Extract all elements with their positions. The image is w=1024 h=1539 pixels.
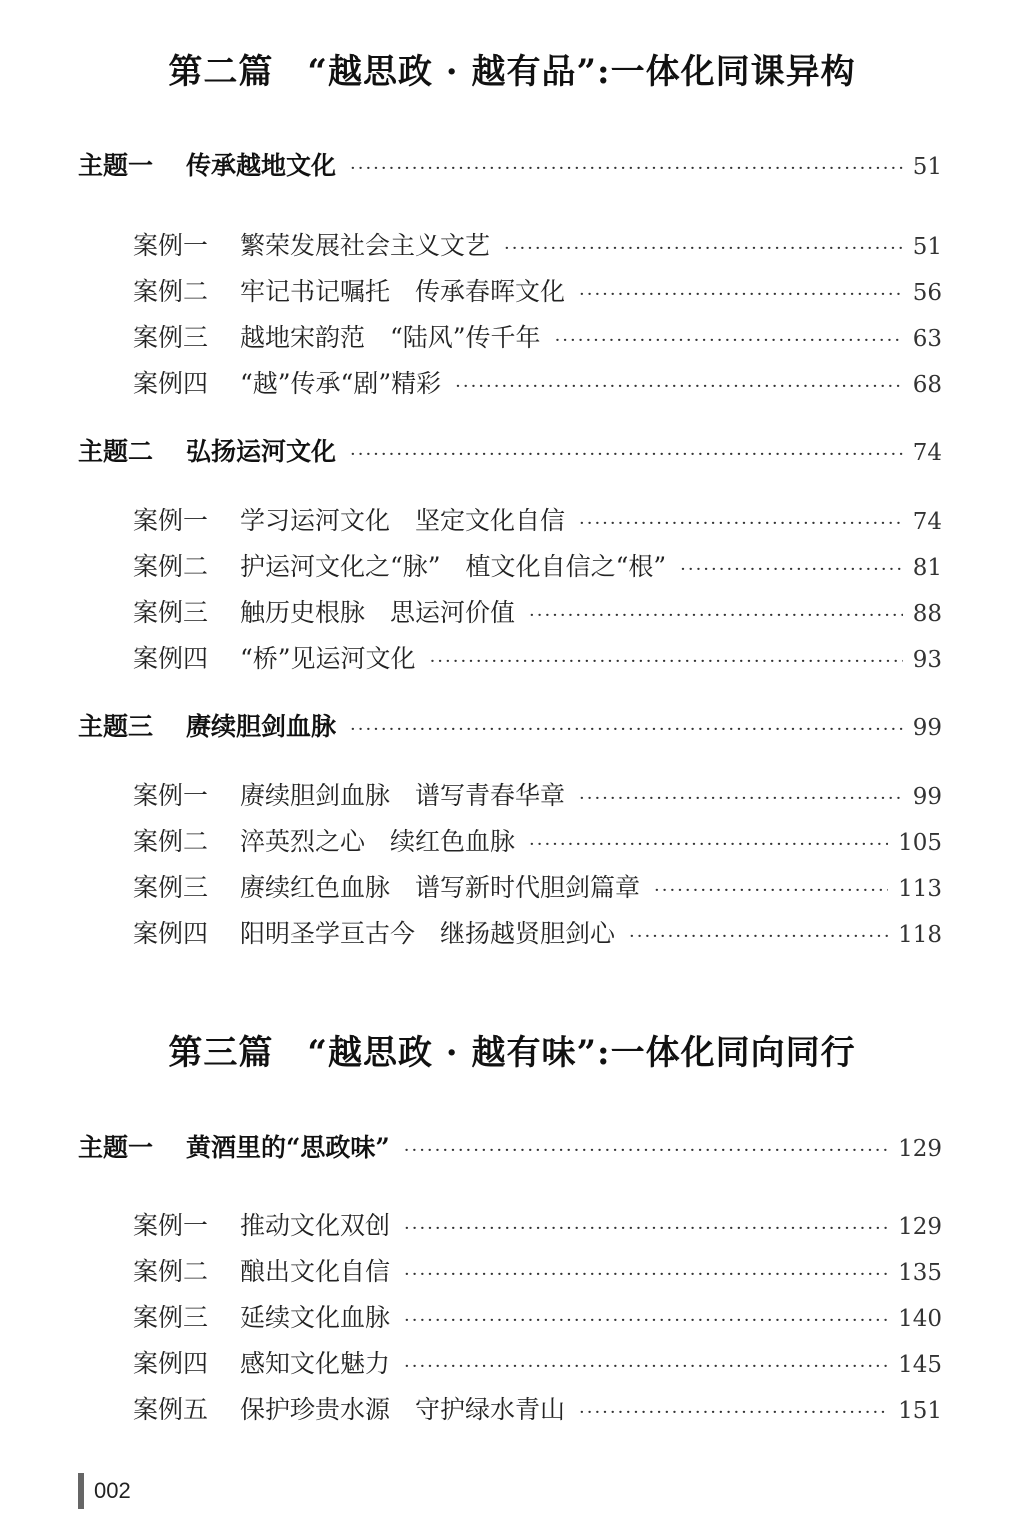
- page-number: 81: [912, 555, 942, 581]
- page-number: 99: [912, 715, 942, 741]
- case-label: 案例四: [133, 369, 209, 398]
- leader-dots: [629, 926, 888, 947]
- case-label: 案例一: [133, 506, 209, 535]
- leader-dots: [404, 1264, 888, 1285]
- case-title: 酿出文化自信: [240, 1257, 391, 1286]
- leader-dots: [579, 513, 903, 534]
- part-title: [0, 44, 1024, 93]
- case-entry[interactable]: [133, 1298, 942, 1334]
- page-number: 129: [898, 1214, 942, 1240]
- case-entry[interactable]: [133, 776, 942, 812]
- topic-title: 黄酒里的“思政味”: [186, 1133, 390, 1162]
- topic-title: 赓续胆剑血脉: [186, 712, 337, 741]
- case-label: 案例一: [133, 781, 209, 810]
- case-entry[interactable]: [133, 914, 942, 950]
- leader-dots: [350, 719, 903, 740]
- case-label: 案例三: [133, 323, 209, 352]
- topic-entry[interactable]: [78, 707, 942, 743]
- case-entry[interactable]: [133, 593, 942, 629]
- case-label: 案例二: [133, 1257, 209, 1286]
- case-label: 案例四: [133, 919, 209, 948]
- case-entry[interactable]: [133, 226, 942, 262]
- page-number: 145: [898, 1352, 942, 1378]
- case-title: 感知文化魅力: [240, 1349, 391, 1378]
- leader-dots: [404, 1140, 888, 1161]
- topic-label: 主题一: [78, 151, 154, 180]
- case-title: 淬英烈之心 续红色血脉: [240, 827, 516, 856]
- case-label: 案例三: [133, 1303, 209, 1332]
- case-label: 案例三: [133, 598, 209, 627]
- part-number: 第三篇: [168, 1033, 274, 1073]
- case-title: 阳明圣学亘古今 继扬越贤胆剑心: [240, 919, 616, 948]
- case-label: 案例五: [133, 1395, 209, 1424]
- case-title: 触历史根脉 思运河价值: [240, 598, 516, 627]
- case-entry[interactable]: [133, 272, 942, 308]
- case-title: 护运河文化之“脉” 植文化自信之“根”: [240, 552, 667, 581]
- case-title: 推动文化双创: [240, 1211, 391, 1240]
- case-entry[interactable]: [133, 318, 942, 354]
- topic-label: 主题一: [78, 1133, 154, 1162]
- case-title: 保护珍贵水源 守护绿水青山: [240, 1395, 566, 1424]
- case-title: 赓续胆剑血脉 谱写青春华章: [240, 781, 566, 810]
- case-title: 繁荣发展社会主义文艺: [240, 231, 491, 260]
- topic-entry[interactable]: [78, 1128, 942, 1164]
- page-number: 74: [912, 440, 942, 466]
- page-number: 105: [898, 830, 942, 856]
- case-label: 案例四: [133, 644, 209, 673]
- leader-dots: [579, 284, 903, 305]
- case-title: 越地宋韵范 “陆风”传千年: [240, 323, 541, 352]
- page-number: 74: [912, 509, 942, 535]
- leader-dots: [504, 238, 903, 259]
- case-title: 赓续红色血脉 谱写新时代胆剑篇章: [240, 873, 641, 902]
- page-footer: [78, 1473, 131, 1509]
- leader-dots: [579, 788, 903, 809]
- case-title: “越”传承“剧”精彩: [240, 369, 442, 398]
- leader-dots: [529, 834, 888, 855]
- case-title: “桥”见运河文化: [240, 644, 416, 673]
- topic-label: 主题三: [78, 712, 154, 741]
- case-entry[interactable]: [133, 1344, 942, 1380]
- case-entry[interactable]: [133, 868, 942, 904]
- case-label: 案例二: [133, 827, 209, 856]
- leader-dots: [680, 559, 903, 580]
- case-entry[interactable]: [133, 1252, 942, 1288]
- leader-dots: [529, 605, 903, 626]
- topic-title: 弘扬运河文化: [186, 437, 337, 466]
- case-label: 案例二: [133, 552, 209, 581]
- topic-entry[interactable]: [78, 146, 942, 182]
- leader-dots: [654, 880, 888, 901]
- page-number: 113: [898, 876, 942, 902]
- leader-dots: [430, 651, 903, 672]
- leader-dots: [404, 1356, 888, 1377]
- topic-title: 传承越地文化: [186, 151, 337, 180]
- page-number: 68: [912, 372, 942, 398]
- page-number: 151: [898, 1398, 942, 1424]
- case-title: 延续文化血脉: [240, 1303, 391, 1332]
- case-entry[interactable]: [133, 822, 942, 858]
- part-title: [0, 1025, 1024, 1074]
- part-number: 第二篇: [168, 52, 274, 92]
- leader-dots: [579, 1402, 888, 1423]
- topic-label: 主题二: [78, 437, 154, 466]
- case-label: 案例二: [133, 277, 209, 306]
- page-number: 51: [912, 154, 942, 180]
- topic-entry[interactable]: [78, 432, 942, 468]
- leader-dots: [404, 1218, 888, 1239]
- case-entry[interactable]: [133, 547, 942, 583]
- page-number: 140: [898, 1306, 942, 1332]
- part-subtitle: “越思政 · 越有味”:一体化同向同行: [307, 1033, 856, 1073]
- leader-dots: [350, 444, 903, 465]
- part-subtitle: “越思政 · 越有品”:一体化同课异构: [307, 52, 856, 92]
- leader-dots: [350, 158, 903, 179]
- page-number: 129: [898, 1136, 942, 1162]
- case-entry[interactable]: [133, 501, 942, 537]
- page-number: 51: [912, 234, 942, 260]
- case-label: 案例一: [133, 1211, 209, 1240]
- case-entry[interactable]: [133, 364, 942, 400]
- leader-dots: [555, 330, 903, 351]
- page-number: 63: [912, 326, 942, 352]
- page-number: 99: [912, 784, 942, 810]
- case-label: 案例一: [133, 231, 209, 260]
- leader-dots: [404, 1310, 888, 1331]
- case-entry[interactable]: [133, 1206, 942, 1242]
- case-label: 案例三: [133, 873, 209, 902]
- case-title: 学习运河文化 坚定文化自信: [240, 506, 566, 535]
- page-number: 56: [912, 280, 942, 306]
- case-label: 案例四: [133, 1349, 209, 1378]
- page-number: 88: [912, 601, 942, 627]
- case-entry[interactable]: [133, 639, 942, 675]
- case-entry[interactable]: [133, 1390, 942, 1426]
- leader-dots: [455, 376, 903, 397]
- page-number: 118: [898, 922, 942, 948]
- case-title: 牢记书记嘱托 传承春晖文化: [240, 277, 566, 306]
- page-number: 93: [912, 647, 942, 673]
- footer-bar: [78, 1473, 84, 1509]
- footer-page-number: 002: [94, 1478, 131, 1503]
- page-number: 135: [898, 1260, 942, 1286]
